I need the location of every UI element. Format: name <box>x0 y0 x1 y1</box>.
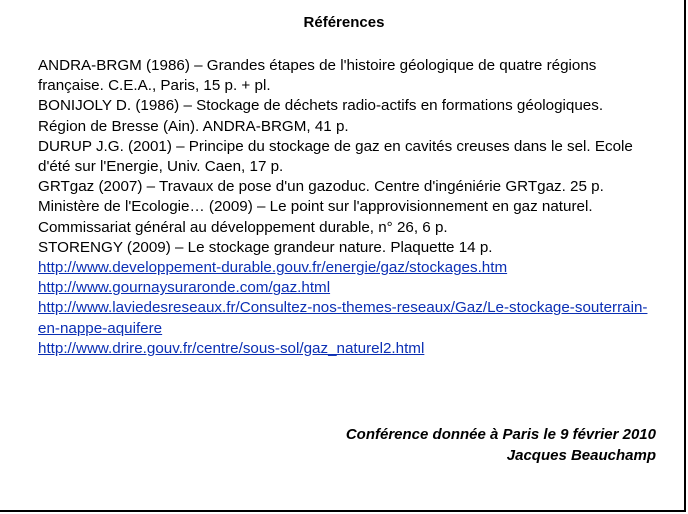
link-drire[interactable]: http://www.drire.gouv.fr/centre/sous-sol/gaz_naturel2.html <box>38 339 425 357</box>
link-gournaysuraronde[interactable]: http://www.gournaysuraronde.com/gaz.html <box>38 279 331 297</box>
footer <box>346 424 656 466</box>
reference-item-storengy: STORENGY (2009) – Le stockage grandeur nature. Plaquette 14 p. <box>38 238 493 256</box>
link-developpement-durable[interactable]: http://www.developpement-durable.gouv.fr/energie/gaz/stockages.htm <box>38 259 508 277</box>
reference-list <box>38 56 648 359</box>
reference-item-grtgaz: GRTgaz (2007) – Travaux de pose d'un gazoduc. Centre d'ingéniérie GRTgaz. 25 p. <box>38 178 604 196</box>
reference-item-ministere: Ministère de l'Ecologie… (2009) – Le point sur l'approvisionnement en gaz naturel. Commissariat général au développement durable, n° 26, 6 p. <box>38 198 593 236</box>
reference-item-bonijoly: BONIJOLY D. (1986) – Stockage de déchets radio-actifs en formations géologiques. Région de Bresse (Ain). ANDRA-BRGM, 41 p. <box>38 97 604 135</box>
reference-item-andra-brgm: ANDRA-BRGM (1986) – Grandes étapes de l'histoire géologique de quatre régions française. C.E.A., Paris, 15 p. + pl. <box>38 57 597 95</box>
reference-item-durup: DURUP J.G. (2001) – Principe du stockage de gaz en cavités creuses dans le sel. Ecole d'été sur l'Energie, Univ. Caen, 17 p. <box>38 137 633 176</box>
conference-line: Conférence donnée à Paris le 9 février 2010 <box>345 426 656 443</box>
link-laviedesreseaux[interactable]: http://www.laviedesreseaux.fr/Consultez-nos-themes-reseaux/Gaz/Le-stockage-souterrain-en-nappe-aquifere <box>38 299 648 337</box>
author-name: Jacques Beauchamp <box>506 447 656 464</box>
page-title: Références <box>303 14 385 31</box>
